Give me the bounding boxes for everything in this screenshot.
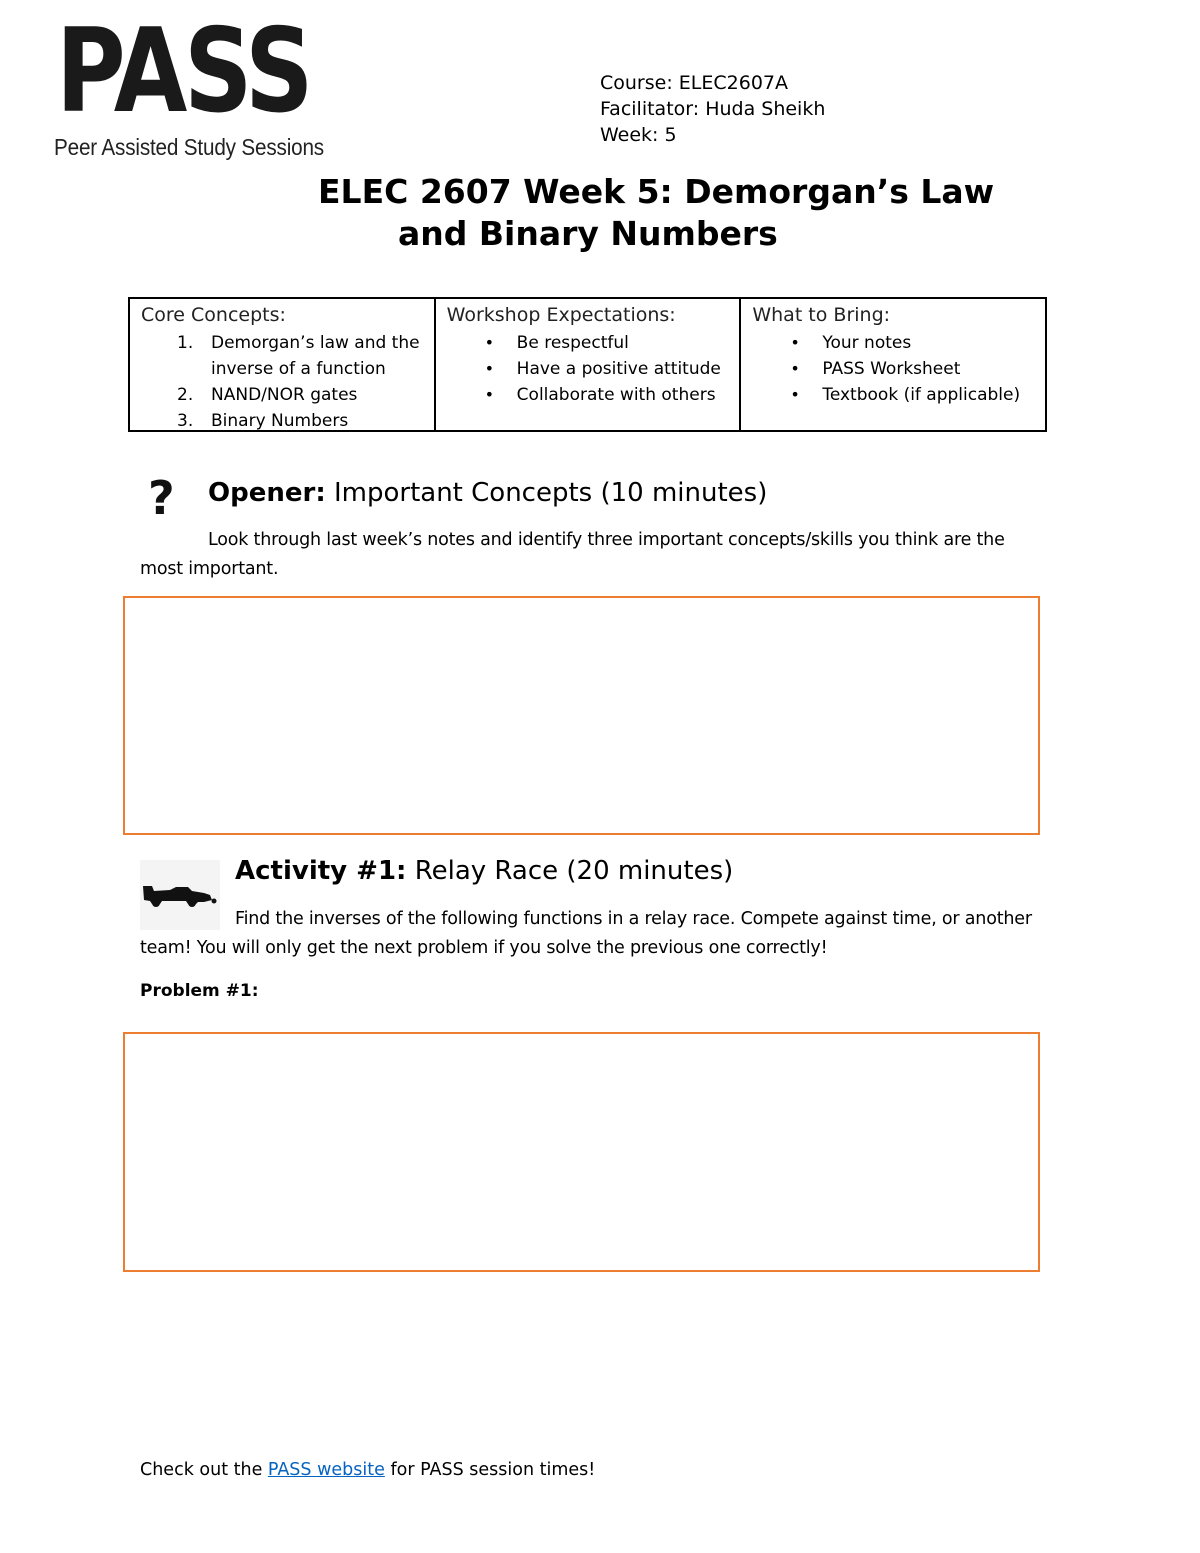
list-item — [752, 330, 1045, 356]
opener-heading — [208, 476, 767, 510]
list-item-text: inverse of a function — [211, 359, 386, 379]
question-mark-icon: ? — [148, 471, 175, 525]
list-number: 1. — [177, 333, 194, 353]
opener-answer-box[interactable] — [123, 596, 1040, 835]
list-number: 2. — [177, 385, 194, 405]
course-info — [600, 70, 825, 148]
overview-table — [128, 297, 1047, 432]
activity-1-label: Activity #1: — [235, 856, 407, 886]
facilitator-label: Facilitator: Huda Sheikh — [600, 98, 826, 120]
bullet-icon: • — [484, 333, 495, 352]
list-item — [141, 330, 434, 382]
opener-title: Important Concepts (10 minutes) — [325, 478, 768, 508]
opener-text-line-1: Look through last week’s notes and identify three important concepts/skills you think are the — [208, 530, 1005, 550]
title-line-1: ELEC 2607 Week 5: Demorgan’s Law — [318, 172, 995, 211]
what-to-bring-list — [752, 330, 1045, 408]
list-item-text: Have a positive attitude — [516, 359, 721, 379]
activity-1-instructions — [140, 905, 1050, 963]
workshop-expectations-column — [436, 299, 742, 430]
list-item-text: Be respectful — [516, 333, 629, 353]
list-item — [447, 356, 740, 382]
bullet-icon: • — [790, 359, 800, 378]
bullet-icon: • — [484, 359, 495, 378]
activity-1-heading — [235, 854, 733, 888]
pass-logo-subtitle: Peer Assisted Study Sessions — [54, 134, 324, 160]
bullet-icon: • — [790, 385, 800, 404]
footer-note — [140, 1456, 595, 1484]
list-item — [447, 330, 740, 356]
footer-suffix: for PASS session times! — [384, 1460, 596, 1480]
list-item-text: Your notes — [822, 333, 912, 353]
list-item-text: Textbook (if applicable) — [822, 385, 1021, 405]
list-number: 3. — [177, 411, 194, 431]
activity-1-text-line-1: Find the inverses of the following functions in a relay race. Compete against time, or another — [235, 909, 1032, 929]
what-to-bring-column — [741, 299, 1045, 430]
list-item — [141, 382, 434, 408]
opener-text-line-2: most important. — [140, 559, 279, 579]
list-item — [752, 356, 1045, 382]
week-label: Week: 5 — [600, 124, 677, 146]
footer-prefix: Check out the — [140, 1460, 268, 1480]
course-label: Course: ELEC2607A — [600, 72, 788, 94]
list-item-text: NAND/NOR gates — [211, 385, 358, 405]
bullet-icon: • — [484, 385, 495, 404]
list-item-text: Demorgan’s law and the — [211, 333, 420, 353]
pass-website-link[interactable]: PASS website — [267, 1460, 385, 1480]
list-item — [447, 382, 740, 408]
pass-logo: PASS — [56, 4, 311, 139]
workshop-expectations-list — [447, 330, 740, 408]
list-item — [752, 382, 1045, 408]
list-item-text: PASS Worksheet — [822, 359, 961, 379]
workshop-expectations-heading: Workshop Expectations: — [446, 304, 676, 326]
opener-instructions — [140, 526, 1040, 584]
problem-1-answer-box[interactable] — [123, 1032, 1040, 1272]
activity-1-title: Relay Race (20 minutes) — [406, 856, 734, 886]
list-item-text: Collaborate with others — [516, 385, 716, 405]
title-line-2: and Binary Numbers — [398, 214, 778, 253]
bullet-icon: • — [790, 333, 800, 352]
problem-1-label: Problem #1: — [140, 981, 259, 1001]
core-concepts-column — [130, 299, 436, 430]
activity-1-text-line-2: team! You will only get the next problem if you solve the previous one correctly! — [140, 938, 828, 958]
list-item-text: Binary Numbers — [211, 411, 349, 431]
core-concepts-list — [141, 330, 434, 434]
core-concepts-heading: Core Concepts: — [141, 304, 286, 326]
opener-label: Opener: — [208, 478, 326, 508]
list-item — [141, 408, 434, 434]
what-to-bring-heading: What to Bring: — [752, 304, 891, 326]
